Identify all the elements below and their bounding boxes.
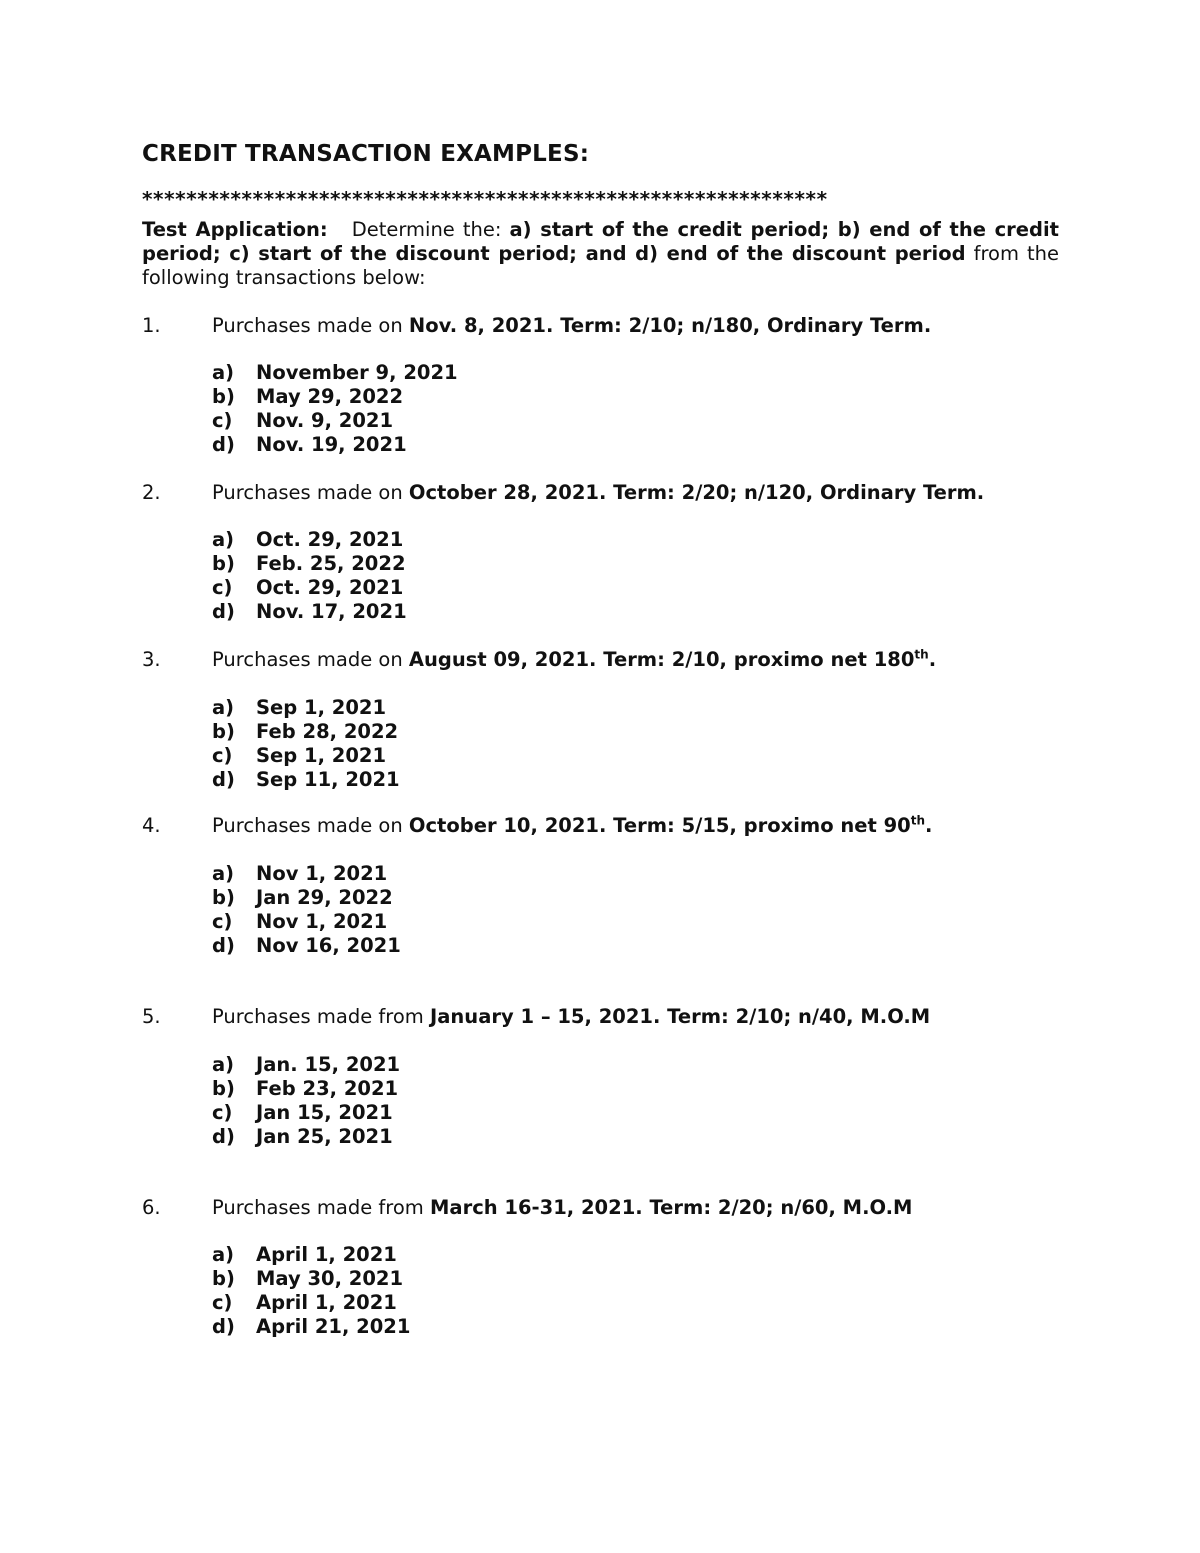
answer-item (212, 720, 712, 744)
answer-value: April 1, 2021 (256, 1291, 397, 1314)
answer-item (212, 552, 712, 576)
question-terms: August 09, 2021. Term: 2/10, proximo net 180 (408, 648, 915, 671)
answer-letter: b) (212, 886, 235, 909)
answer-value: Nov. 17, 2021 (256, 600, 407, 623)
answer-letter: a) (212, 1053, 235, 1076)
answer-value: Nov. 9, 2021 (256, 409, 394, 432)
question-prefix: Purchases made from (212, 1005, 424, 1028)
question-prefix: Purchases made on (212, 648, 403, 671)
answer-item (212, 862, 712, 886)
question-terms: March 16-31, 2021. Term: 2/20; n/60, M.O.M (430, 1196, 913, 1219)
answer-value: Sep 1, 2021 (256, 744, 387, 767)
instructions-label: Test Application: (142, 218, 328, 241)
answer-value: Jan. 15, 2021 (256, 1053, 401, 1076)
answer-letter: d) (212, 600, 235, 623)
answer-value: Sep 11, 2021 (256, 768, 400, 791)
answer-item (212, 528, 712, 552)
answer-letter: b) (212, 552, 235, 575)
answer-letter: c) (212, 1101, 233, 1124)
question-number: 5. (142, 1005, 161, 1028)
answer-item (212, 886, 712, 910)
question-superscript: th (914, 647, 929, 662)
answer-letter: d) (212, 433, 235, 456)
question-terms: January 1 – 15, 2021. Term: 2/10; n/40, M.O.M (430, 1005, 931, 1028)
question-text (212, 1196, 912, 1220)
instructions-part3: from the following transactions below: (142, 242, 1059, 289)
answer-item (212, 768, 712, 792)
answer-value: Nov 1, 2021 (256, 862, 388, 885)
answer-letter: c) (212, 910, 233, 933)
answer-item (212, 1053, 712, 1077)
answer-value: Jan 25, 2021 (256, 1125, 393, 1148)
answers-list-1 (212, 361, 712, 457)
answer-letter: c) (212, 409, 233, 432)
question-prefix: Purchases made on (212, 814, 403, 837)
answers-list-6 (212, 1243, 712, 1339)
answer-item (212, 600, 712, 624)
question-text (212, 648, 936, 672)
answer-item (212, 1315, 712, 1339)
answer-item (212, 744, 712, 768)
question-number: 1. (142, 314, 161, 337)
answer-item (212, 696, 712, 720)
answer-letter: b) (212, 1077, 235, 1100)
answer-item (212, 385, 712, 409)
separator-line: ************************************************************** (142, 189, 828, 209)
question-terms: Nov. 8, 2021. Term: 2/10; n/180, Ordinary Term. (408, 314, 932, 337)
answer-value: Feb 23, 2021 (256, 1077, 399, 1100)
answers-list-3 (212, 696, 712, 792)
answer-item (212, 1243, 712, 1267)
question-terms: October 10, 2021. Term: 5/15, proximo net 90 (408, 814, 911, 837)
answer-letter: d) (212, 768, 235, 791)
question-text (212, 481, 984, 505)
question-superscript: th (910, 813, 926, 828)
question-prefix: Purchases made from (212, 1196, 424, 1219)
answer-letter: b) (212, 720, 235, 743)
answers-list-4 (212, 862, 712, 958)
answer-value: May 29, 2022 (256, 385, 404, 408)
answer-letter: b) (212, 1267, 235, 1290)
answer-letter: c) (212, 1291, 233, 1314)
answer-value: Oct. 29, 2021 (256, 528, 404, 551)
question-prefix: Purchases made on (212, 481, 403, 504)
question-number: 3. (142, 648, 161, 671)
answer-value: Nov. 19, 2021 (256, 433, 407, 456)
answer-letter: a) (212, 528, 235, 551)
answer-value: Feb 28, 2022 (256, 720, 399, 743)
answer-value: Jan 29, 2022 (256, 886, 393, 909)
answer-item (212, 433, 712, 457)
answer-value: Jan 15, 2021 (256, 1101, 393, 1124)
answer-item (212, 934, 712, 958)
answer-value: Feb. 25, 2022 (256, 552, 406, 575)
instructions-part2: a) start of the credit period; b) end of the credit period; c) start of the discount period; and d) end of the discount period (142, 218, 1059, 265)
question-suffix: . (928, 648, 937, 671)
answer-value: April 21, 2021 (256, 1315, 411, 1338)
answer-item (212, 409, 712, 433)
answer-letter: a) (212, 361, 235, 384)
answer-value: May 30, 2021 (256, 1267, 404, 1290)
answers-list-2 (212, 528, 712, 624)
answer-value: Oct. 29, 2021 (256, 576, 404, 599)
question-text (212, 814, 932, 838)
answer-letter: a) (212, 1243, 235, 1266)
answer-item (212, 1101, 712, 1125)
answer-letter: d) (212, 1125, 235, 1148)
document-title: CREDIT TRANSACTION EXAMPLES: (142, 141, 590, 167)
answers-list-5 (212, 1053, 712, 1149)
answer-item (212, 910, 712, 934)
answer-item (212, 1267, 712, 1291)
answer-letter: b) (212, 385, 235, 408)
answer-item (212, 361, 712, 385)
question-terms: October 28, 2021. Term: 2/20; n/120, Ordinary Term. (408, 481, 985, 504)
answer-letter: c) (212, 744, 233, 767)
question-prefix: Purchases made on (212, 314, 403, 337)
answer-value: November 9, 2021 (256, 361, 458, 384)
question-number: 2. (142, 481, 161, 504)
answer-letter: c) (212, 576, 233, 599)
answer-letter: a) (212, 696, 235, 719)
question-number: 4. (142, 814, 161, 837)
answer-item (212, 576, 712, 600)
question-text (212, 1005, 930, 1029)
answer-letter: a) (212, 862, 235, 885)
question-text (212, 314, 931, 338)
answer-value: Nov 1, 2021 (256, 910, 388, 933)
answer-letter: d) (212, 1315, 235, 1338)
instructions-part1: Determine the: (351, 218, 502, 241)
answer-item (212, 1125, 712, 1149)
question-number: 6. (142, 1196, 161, 1219)
question-suffix: . (925, 814, 933, 837)
answer-value: Nov 16, 2021 (256, 934, 401, 957)
answer-letter: d) (212, 934, 235, 957)
answer-item (212, 1291, 712, 1315)
answer-item (212, 1077, 712, 1101)
answer-value: April 1, 2021 (256, 1243, 397, 1266)
instructions-paragraph (142, 218, 1059, 290)
answer-value: Sep 1, 2021 (256, 696, 387, 719)
